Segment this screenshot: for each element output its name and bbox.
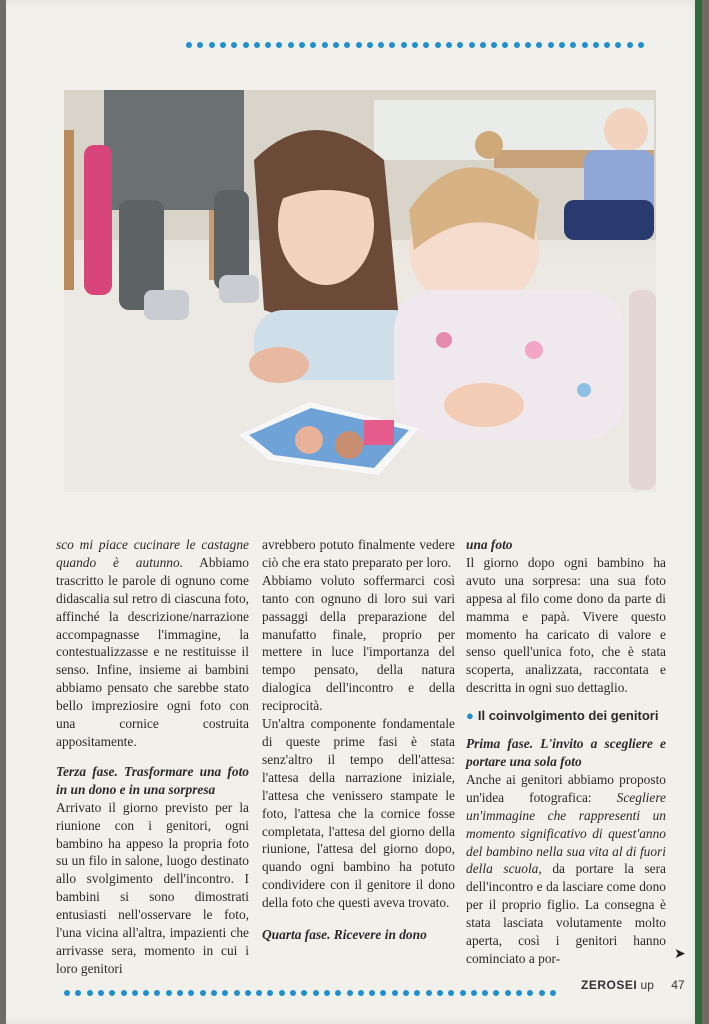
page-footer xyxy=(581,978,685,992)
dot xyxy=(279,990,285,996)
dot xyxy=(615,42,621,48)
dot xyxy=(378,42,384,48)
dot xyxy=(299,42,305,48)
dot xyxy=(448,990,454,996)
dot xyxy=(389,42,395,48)
dot xyxy=(121,990,127,996)
dot xyxy=(75,990,81,996)
children-illustration xyxy=(64,90,656,492)
dot xyxy=(64,990,70,996)
dot xyxy=(245,990,251,996)
dot xyxy=(358,990,364,996)
col1-p1-text: Abbiamo trascritto le parole di ognuno come didascalia sul retro di ciascuna foto, affinché la descrizione/narrazione accompagnasse l'immagine, la contestualizzasse e ne restituisse il senso. Infine, insieme ai bambini abbiamo pensato che sarebbe stato bello impreziosire ogni foto con una cornice costruita appositamente. xyxy=(56,554,249,749)
dot xyxy=(333,42,339,48)
dot xyxy=(426,990,432,996)
col1-paragraph-2: Arrivato il giorno previsto per la riunione con i genitori, ogni bambino ha appeso la propria foto su un filo in salone, luogo destinato allo svolgimento dell'incontro. I bambini si sono dimostrati entusiasti nell'osservare le foto, l'una vicina all'altra, impazienti che arrivasse sera, momento in cui i loro genitori xyxy=(56,799,249,976)
dot xyxy=(527,990,533,996)
dot xyxy=(457,42,463,48)
dot xyxy=(200,990,206,996)
dot xyxy=(231,42,237,48)
dot xyxy=(177,990,183,996)
dot xyxy=(347,990,353,996)
dot xyxy=(471,990,477,996)
dot xyxy=(335,990,341,996)
dot xyxy=(356,42,362,48)
dot xyxy=(548,42,554,48)
dot xyxy=(437,990,443,996)
dot xyxy=(638,42,644,48)
arrow-right-icon: ➤ xyxy=(674,947,686,962)
dot xyxy=(87,990,93,996)
dot xyxy=(414,990,420,996)
col3-p2-start: Anche ai genitori abbiamo proposto un'idea fotografica: xyxy=(466,771,666,805)
dot xyxy=(514,42,520,48)
dot xyxy=(627,42,633,48)
dot xyxy=(550,990,556,996)
dot xyxy=(243,42,249,48)
dot xyxy=(310,42,316,48)
magazine-page xyxy=(6,0,702,1024)
dot xyxy=(469,42,475,48)
heading-continuation: una foto xyxy=(466,537,513,552)
col2-paragraph-3: Un'altra componente fondamentale di queste prime fasi è stata senz'altro il tempo dell'attesa: l'attesa della narrazione iniziale, l'attesa che venissero stampate le foto, l'attesa che la cornice fosse completata, l'attesa del giorno della riunione, l'attesa del giorno dopo, quando ogni bambino ha potuto condividere con il genitore il dono della foto che questi aveva trovato. xyxy=(262,716,455,911)
dot xyxy=(570,42,576,48)
dot xyxy=(220,42,226,48)
dot xyxy=(480,42,486,48)
dot xyxy=(234,990,240,996)
column-3 xyxy=(466,536,666,968)
section-heading xyxy=(466,707,666,725)
dot xyxy=(344,42,350,48)
magazine-brand: ZEROSEI xyxy=(581,978,638,992)
col3-paragraph-1: Il giorno dopo ogni bambino ha avuto una sorpresa: una sua foto appesa al filo come dono da parte di mamma e papà. Vivere questo momento ha caricato di valore e senso quell'unica foto, che è stata scoperta, analizzata, raccontata e descritta in ogni suo dettaglio. xyxy=(466,554,666,696)
dot xyxy=(482,990,488,996)
dot xyxy=(412,42,418,48)
col1-italic-quote: sco mi piace cucinare le castagne quando è autunno. xyxy=(56,537,249,570)
heading-quarta-fase: Quarta fase. Ricevere in dono xyxy=(262,927,427,943)
dot xyxy=(109,990,115,996)
dot xyxy=(267,990,273,996)
dot xyxy=(380,990,386,996)
dot xyxy=(322,42,328,48)
bottom-dotted-rule xyxy=(64,990,564,998)
dot xyxy=(222,990,228,996)
dot xyxy=(604,42,610,48)
dot xyxy=(254,42,260,48)
bullet-icon: ● xyxy=(466,708,474,724)
dot xyxy=(536,42,542,48)
dot xyxy=(188,990,194,996)
dot xyxy=(154,990,160,996)
dot xyxy=(313,990,319,996)
dot xyxy=(166,990,172,996)
dot xyxy=(502,42,508,48)
dot xyxy=(324,990,330,996)
dot xyxy=(392,990,398,996)
dot xyxy=(288,42,294,48)
col1-paragraph-1 xyxy=(56,536,249,751)
dot xyxy=(369,990,375,996)
dot xyxy=(256,990,262,996)
dot xyxy=(505,990,511,996)
dot xyxy=(132,990,138,996)
dot xyxy=(401,42,407,48)
top-dotted-rule xyxy=(186,42,646,50)
heading-terza-fase: Terza fase. Trasformare una foto in un dono e in una sorpresa xyxy=(56,763,249,797)
dot xyxy=(211,990,217,996)
column-1 xyxy=(56,536,249,978)
dot xyxy=(265,42,271,48)
magazine-brand-suffix: up xyxy=(640,978,654,992)
heading-prima-fase: Prima fase. L'invito a scegliere e portare una sola foto xyxy=(466,736,666,769)
dot xyxy=(403,990,409,996)
col3-p2-italic: Scegliere un'immagine che rappresenti un momento significativo di quest'anno del bambino nella sua vita al di fuori della scuola, xyxy=(466,789,666,877)
dot xyxy=(276,42,282,48)
dot xyxy=(460,990,466,996)
col2-paragraph-1: avrebbero potuto finalmente vedere ciò che era stato preparato per loro. xyxy=(262,537,455,570)
column-2 xyxy=(262,536,455,944)
dot xyxy=(491,42,497,48)
col2-paragraph-2: Abbiamo voluto soffermarci così tanto con ognuno di loro sui vari passaggi della preparazione del manufatto finale, proprio per mettere in luce l'importanza del tempo pensato, della natura dialogica dell'incontro e della reciprocità. xyxy=(262,572,455,714)
dot xyxy=(197,42,203,48)
dot xyxy=(186,42,192,48)
col3-paragraph-2 xyxy=(466,771,666,968)
page-number: 47 xyxy=(671,978,685,992)
dot xyxy=(516,990,522,996)
dot xyxy=(539,990,545,996)
dot xyxy=(582,42,588,48)
page-edge xyxy=(695,0,702,1024)
dot xyxy=(446,42,452,48)
dot xyxy=(423,42,429,48)
article-photo xyxy=(64,90,656,492)
dot xyxy=(493,990,499,996)
col3-p2-end: da portare la sera dell'incontro e da lasciare come dono per il proprio figlio. La consegna è stata lasciata volutamente molto aperta, così i genitori hanno cominciato a por- xyxy=(466,861,666,966)
dot xyxy=(435,42,441,48)
dot xyxy=(98,990,104,996)
section-title: Il coinvolgimento dei genitori xyxy=(477,708,659,724)
dot xyxy=(559,42,565,48)
dot xyxy=(301,990,307,996)
dot xyxy=(143,990,149,996)
dot xyxy=(209,42,215,48)
dot xyxy=(290,990,296,996)
dot xyxy=(525,42,531,48)
dot xyxy=(593,42,599,48)
dot xyxy=(367,42,373,48)
